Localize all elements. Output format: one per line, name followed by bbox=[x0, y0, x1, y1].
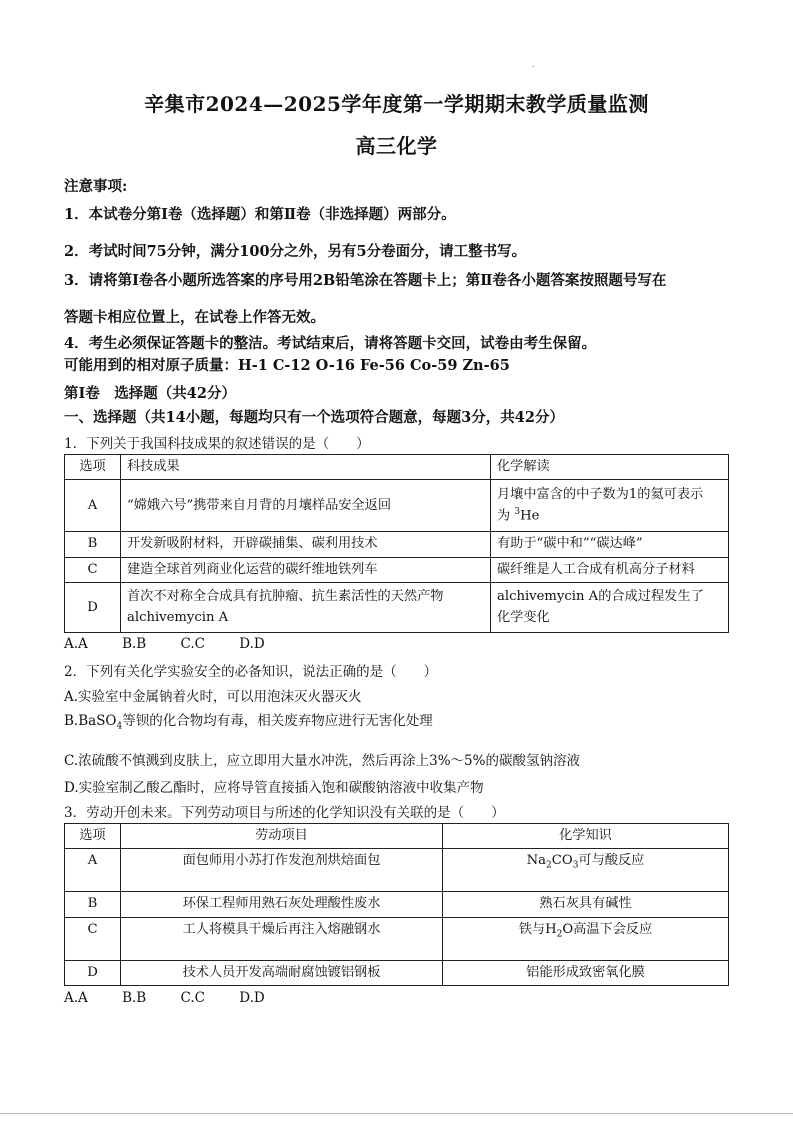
q3-row-a-knowledge bbox=[443, 849, 729, 892]
q1-row-d-explain-line1: alchivemycin A的合成过程发生了 bbox=[497, 589, 704, 605]
table-row bbox=[65, 892, 729, 917]
q3-row-d-project: 技术人员开发高端耐腐蚀镀铝钢板 bbox=[121, 960, 443, 985]
note-1: 1．本试卷分第Ⅰ卷（选择题）和第Ⅱ卷（非选择题）两部分。 bbox=[64, 206, 456, 223]
part1-heading: 第Ⅰ卷 选择题（共42分） bbox=[64, 385, 236, 402]
q3-header-option: 选项 bbox=[65, 824, 121, 849]
section-heading: 一、选择题（共14小题，每题均只有一个选项符合题意，每题3分，共42分） bbox=[64, 409, 564, 426]
q1-header-option: 选项 bbox=[65, 455, 121, 480]
q1-choice-a: A.A bbox=[64, 636, 88, 652]
note-4: 4．考生必须保证答题卡的整洁。考试结束后，请将答题卡交回，试卷由考生保留。 bbox=[64, 335, 597, 352]
q3-row-c-text-pre: 铁与H bbox=[518, 921, 557, 937]
table-row bbox=[65, 917, 729, 960]
q2-option-b bbox=[64, 709, 433, 732]
q3-row-c-option: C bbox=[65, 917, 121, 960]
table-row bbox=[65, 557, 729, 582]
q1-header-row bbox=[65, 455, 729, 480]
q2-option-b-formula: BaSO bbox=[78, 713, 117, 729]
q3-choice-d: D.D bbox=[239, 990, 265, 1006]
table-row bbox=[65, 583, 729, 633]
q3-row-a-text: 可与酸反应 bbox=[578, 853, 645, 869]
q3-choice-b: B.B bbox=[122, 990, 147, 1006]
q3-row-b-knowledge: 熟石灰具有碱性 bbox=[443, 892, 729, 917]
q3-row-b-option: B bbox=[65, 892, 121, 917]
q1-row-a-element: He bbox=[520, 508, 540, 524]
q3-header-row bbox=[65, 824, 729, 849]
q1-table bbox=[64, 454, 729, 633]
q3-row-c-knowledge bbox=[443, 917, 729, 960]
q3-row-a-sub2: 3 bbox=[572, 861, 579, 872]
q3-row-b-project: 环保工程师用熟石灰处理酸性废水 bbox=[121, 892, 443, 917]
q2-option-b-subscript: 4 bbox=[116, 721, 123, 732]
note-3b: 答题卡相应位置上，在试卷上作答无效。 bbox=[64, 309, 325, 326]
q3-row-a-project: 面包师用小苏打作发泡剂烘焙面包 bbox=[121, 849, 443, 892]
q3-row-d-option: D bbox=[65, 960, 121, 985]
q1-row-a-explain-prefix: 为 bbox=[497, 508, 511, 524]
q3-stem: 3．劳动开创未来。下列劳动项目与所述的化学知识没有关联的是（ ） bbox=[64, 805, 505, 821]
q3-row-a-formula-co: CO bbox=[551, 853, 573, 869]
q1-choice-c: C.C bbox=[180, 636, 205, 652]
q1-row-b-option: B bbox=[65, 532, 121, 557]
q2-option-a: A.实验室中金属钠着火时，可以用泡沫灭火器灭火 bbox=[64, 689, 362, 705]
q3-row-c-text-post: O高温下会反应 bbox=[562, 921, 653, 937]
q3-row-a-sub1: 2 bbox=[546, 861, 552, 872]
note-3a: 3．请将第Ⅰ卷各小题所选答案的序号用2B铅笔涂在答题卡上；第Ⅱ卷各小题答案按照题号写在 bbox=[64, 272, 667, 289]
q1-row-d-option: D bbox=[65, 583, 121, 633]
q1-row-a-option: A bbox=[65, 480, 121, 532]
notes-heading: 注意事项: bbox=[64, 178, 128, 195]
q1-row-c-achievement: 建造全球首列商业化运营的碳纤维地铁列车 bbox=[121, 557, 491, 582]
q3-choice-c: C.C bbox=[180, 990, 205, 1006]
q2-stem: 2．下列有关化学实验安全的必备知识，说法正确的是（ ） bbox=[64, 664, 438, 680]
q1-row-a-explain-line1: 月壤中富含的中子数为1的氦可表示 bbox=[497, 487, 704, 503]
q1-row-d-achievement-line1: 首次不对称全合成具有抗肿瘤、抗生素活性的天然产物 bbox=[127, 589, 444, 605]
q1-row-a-achievement: “嫦娥六号”携带来自月背的月壤样品安全返回 bbox=[121, 480, 491, 532]
q1-row-d-achievement-line2: alchivemycin A bbox=[127, 609, 229, 625]
table-row bbox=[65, 849, 729, 892]
q1-header-achievement: 科技成果 bbox=[121, 455, 491, 480]
q3-row-a-option: A bbox=[65, 849, 121, 892]
q3-row-c-sub1: 2 bbox=[556, 929, 563, 940]
q3-header-project: 劳动项目 bbox=[121, 824, 443, 849]
scan-mark: . bbox=[532, 60, 535, 69]
q1-row-d-achievement bbox=[121, 583, 491, 633]
exam-subject: 高三化学 bbox=[355, 134, 438, 158]
q1-row-c-explain: 碳纤维是人工合成有机高分子材料 bbox=[491, 557, 729, 582]
q1-stem: 1．下列关于我国科技成果的叙述错误的是（ ） bbox=[64, 436, 370, 452]
q2-option-c: C.浓硫酸不慎溅到皮肤上，应立即用大量水冲洗，然后再涂上3%～5%的碳酸氢钠溶液 bbox=[64, 753, 580, 769]
table-row bbox=[65, 480, 729, 532]
q3-choices bbox=[64, 990, 265, 1006]
atomic-mass-line: 可能用到的相对原子质量：H-1 C-12 O-16 Fe-56 Co-59 Zn-65 bbox=[64, 357, 510, 374]
q1-row-d-explain-line2: 化学变化 bbox=[497, 609, 550, 625]
q1-header-explain: 化学解读 bbox=[491, 455, 729, 480]
q1-choice-b: B.B bbox=[122, 636, 147, 652]
note-2: 2．考试时间75分钟，满分100分之外，另有5分卷面分，请工整书写。 bbox=[64, 243, 527, 260]
q3-choice-a: A.A bbox=[64, 990, 88, 1006]
q1-choice-d: D.D bbox=[239, 636, 265, 652]
page-bottom-rule bbox=[0, 1113, 793, 1114]
q1-row-d-explain bbox=[491, 583, 729, 633]
q2-option-b-text: 等钡的化合物均有毒，相关废弃物应进行无害化处理 bbox=[122, 713, 433, 729]
q1-row-a-explain bbox=[491, 480, 729, 532]
q1-choices bbox=[64, 636, 265, 652]
q1-row-b-achievement: 开发新吸附材料，开辟碳捕集、碳利用技术 bbox=[121, 532, 491, 557]
q1-row-c-option: C bbox=[65, 557, 121, 582]
q3-header-knowledge: 化学知识 bbox=[443, 824, 729, 849]
q3-table bbox=[64, 823, 729, 986]
q3-row-c-project: 工人将模具干燥后再注入熔融钢水 bbox=[121, 917, 443, 960]
q3-row-d-knowledge: 铝能形成致密氧化膜 bbox=[443, 960, 729, 985]
q2-option-d: D.实验室制乙酸乙酯时，应将导管直接插入饱和碳酸钠溶液中收集产物 bbox=[64, 780, 484, 796]
table-row bbox=[65, 532, 729, 557]
q1-row-a-mass-number: 3 bbox=[514, 506, 521, 517]
table-row bbox=[65, 960, 729, 985]
q3-row-a-formula-na: Na bbox=[526, 853, 547, 869]
exam-title: 辛集市2024—2025学年度第一学期期末教学质量监测 bbox=[144, 92, 649, 116]
q1-row-b-explain: 有助于“碳中和”“碳达峰” bbox=[491, 532, 729, 557]
q2-option-b-prefix: B. bbox=[64, 713, 79, 729]
